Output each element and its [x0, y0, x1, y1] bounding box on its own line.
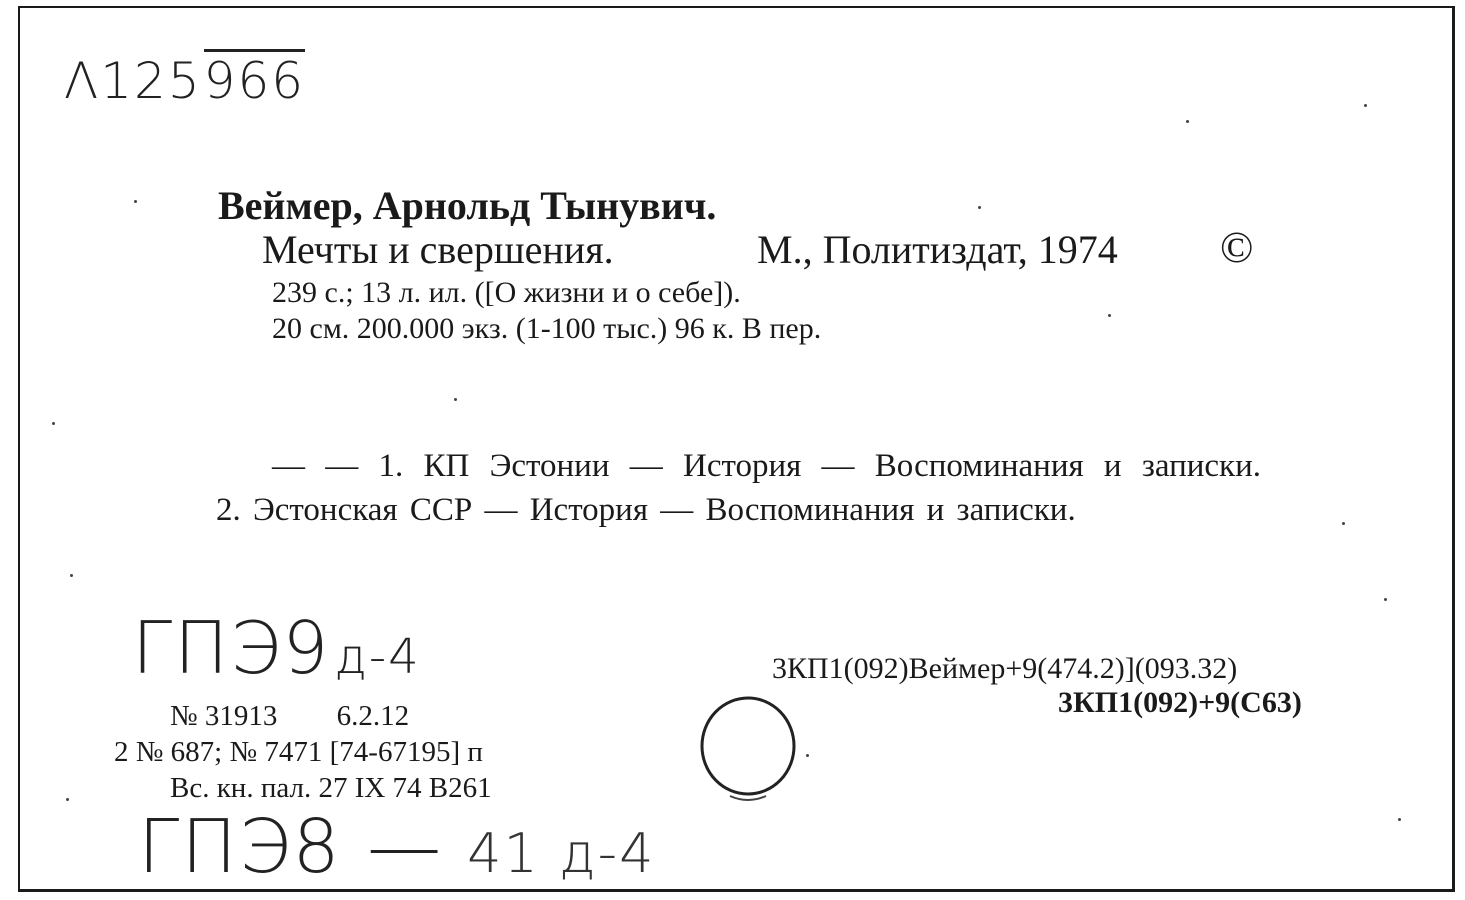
- record-line-2: 2 № 687; № 7471 [74-67195] п: [114, 736, 483, 768]
- speckle: [978, 206, 981, 209]
- subject-2: 2. Эстонская ССР — История — Воспоминания и записки.: [216, 492, 1076, 528]
- record-number: № 31913: [170, 700, 278, 732]
- shelf-code-suffix: д-4: [334, 629, 421, 685]
- subject-1: — — 1. КП Эстонии — История — Воспоминания и записки.: [272, 448, 1261, 484]
- shelf-code: ГПЭ9: [132, 606, 331, 690]
- author-heading: Веймер, Арнольд Тынувич.: [218, 183, 717, 228]
- speckle: [1108, 314, 1111, 317]
- speckle: [52, 422, 55, 425]
- speckle: [1384, 598, 1387, 601]
- speckle: [70, 574, 73, 577]
- description-line-2: 20 см. 200.000 экз. (1-100 тыс.) 96 к. В пер.: [272, 312, 822, 345]
- classification-1: 3КП1(092)Веймер+9(474.2)](093.32): [772, 652, 1238, 685]
- speckle: [454, 398, 457, 401]
- book-title: Мечты и свершения.: [262, 227, 614, 272]
- handwritten-bottom-code: [138, 804, 655, 890]
- title-line: [262, 223, 1302, 273]
- speckle: [806, 754, 809, 757]
- record-number-line: [170, 700, 409, 733]
- description-line-1: 239 с.; 13 л. ил. ([О жизни и о себе]).: [272, 276, 741, 309]
- bottom-code: ГПЭ8 —: [138, 804, 444, 890]
- call-number-prefix: Λ125: [64, 52, 202, 110]
- speckle: [66, 798, 69, 801]
- record-line-3: Вс. кн. пал. 27 IX 74 В261: [170, 772, 492, 804]
- handwritten-shelf-code: [132, 606, 421, 690]
- speckle: [1398, 818, 1401, 821]
- classification-2: 3КП1(092)+9(С63): [1058, 686, 1302, 719]
- punch-hole: [698, 696, 802, 816]
- speckle: [1342, 522, 1345, 525]
- handwritten-call-number: [64, 52, 305, 110]
- record-date: 6.2.12: [336, 700, 410, 732]
- speckle: [1364, 104, 1367, 107]
- bottom-code-suffix: 41 д-4: [467, 822, 656, 885]
- copyright-mark: ©: [1220, 223, 1254, 272]
- speckle: [1186, 120, 1189, 123]
- speckle: [134, 200, 137, 203]
- imprint: М., Политиздат, 1974: [757, 227, 1118, 272]
- call-number-overline: 966: [204, 49, 305, 110]
